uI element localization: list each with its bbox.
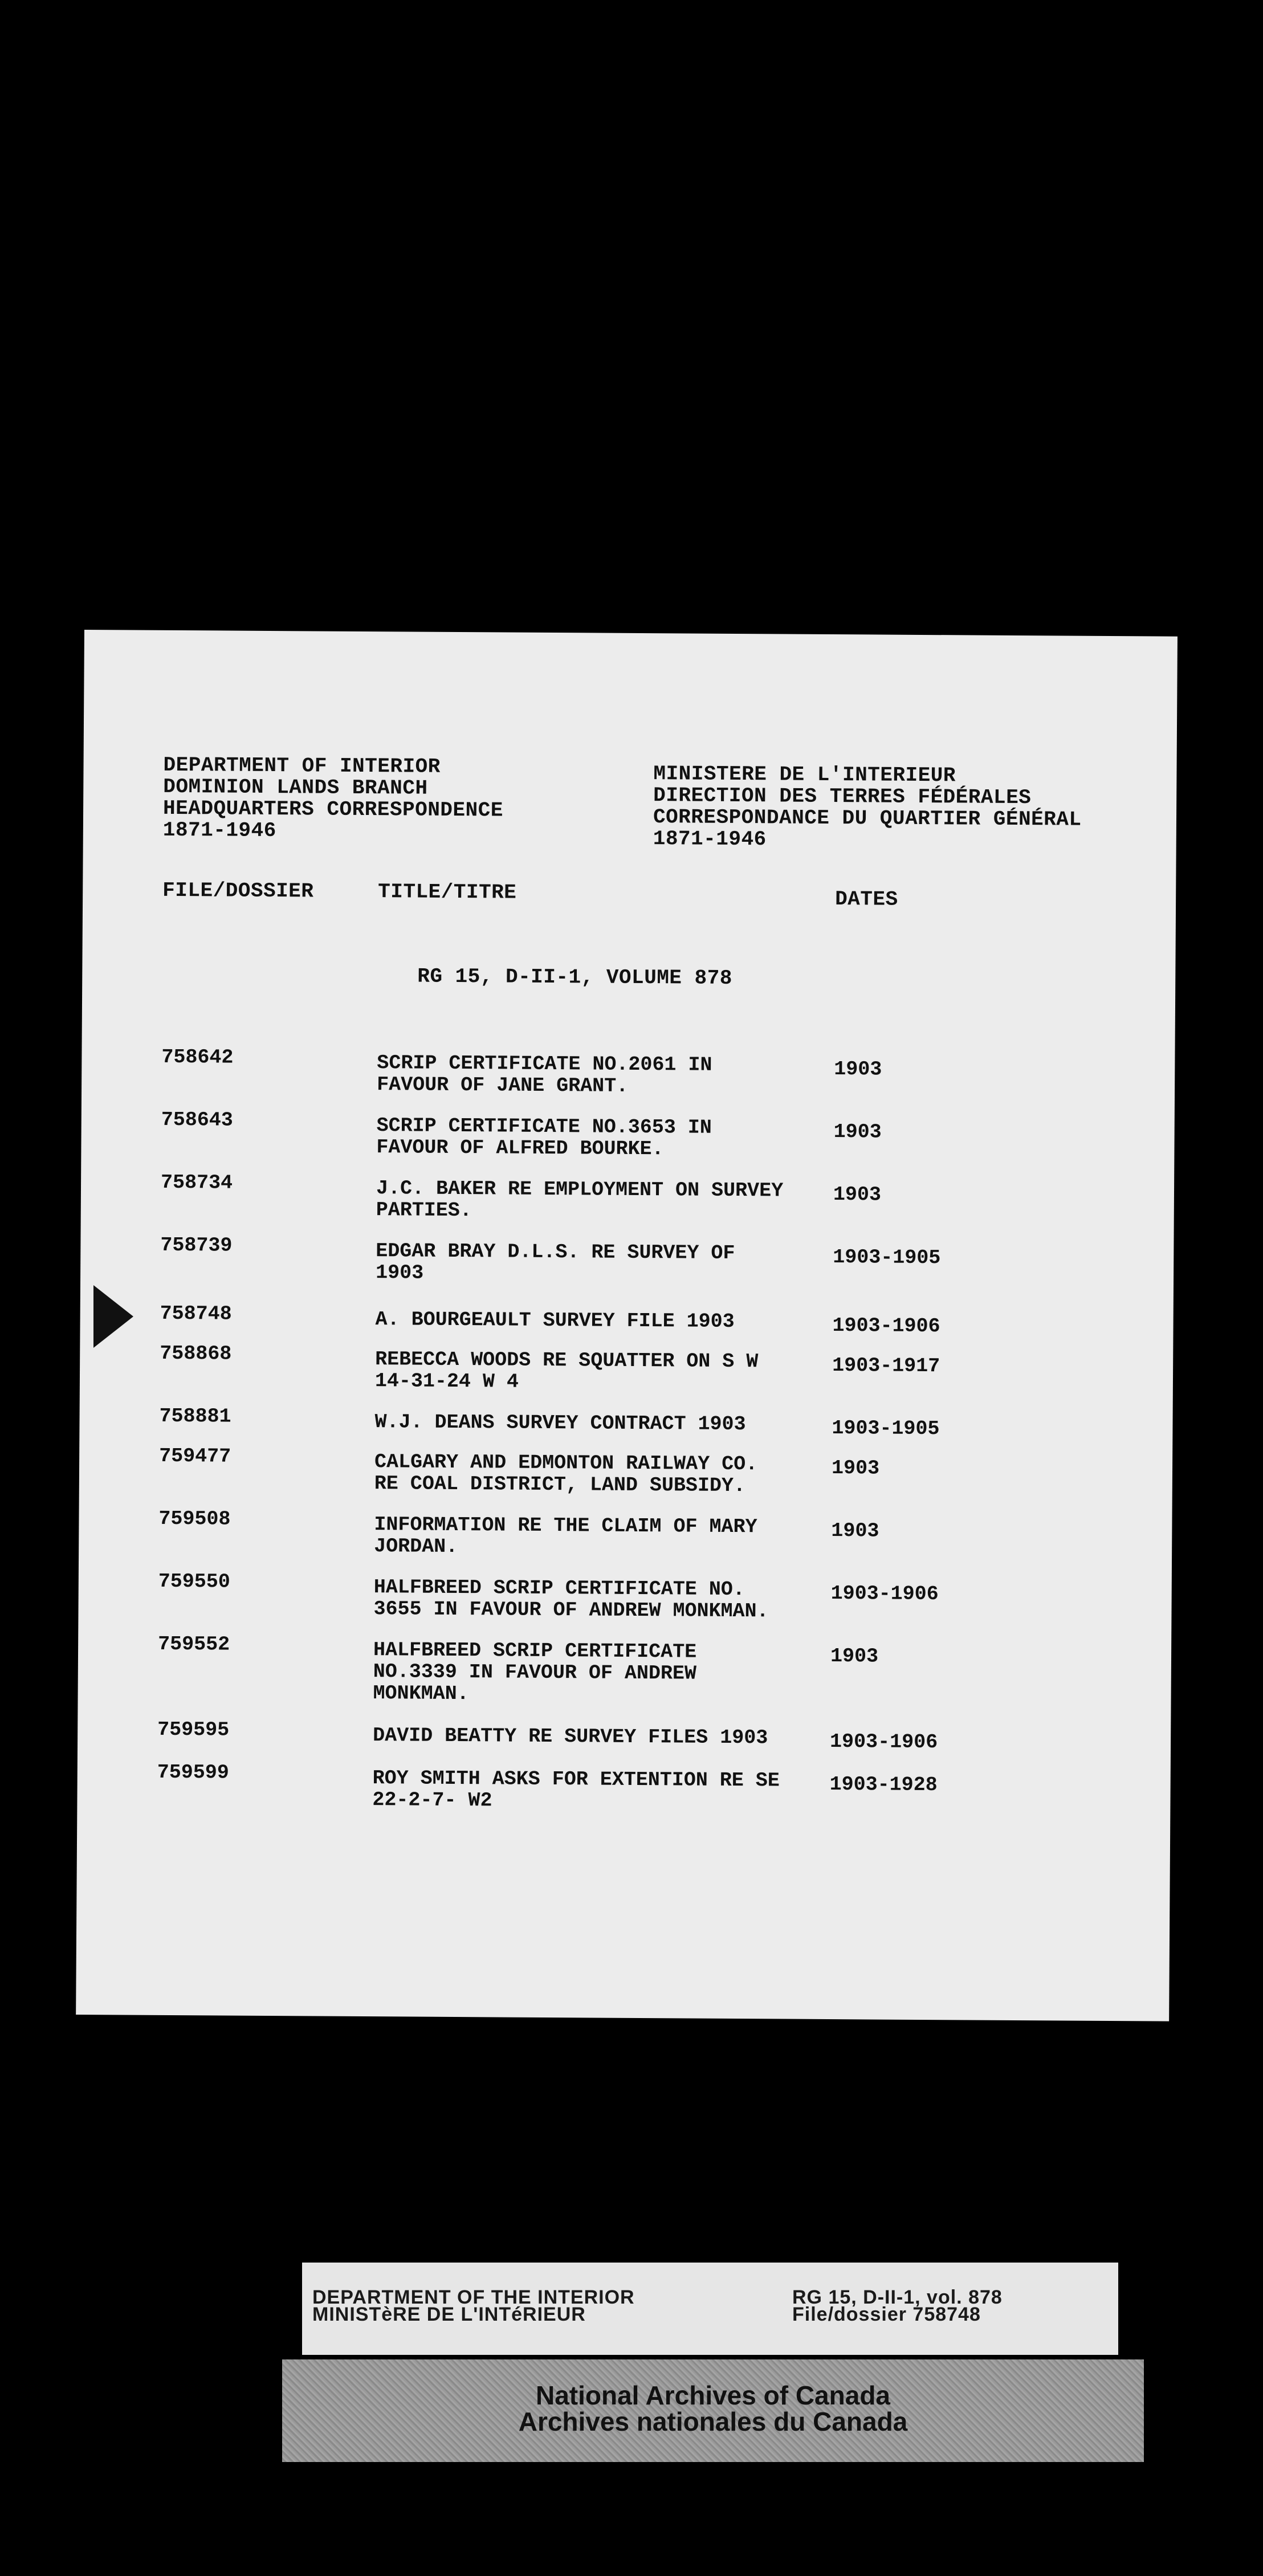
archive-label — [302, 2263, 1118, 2355]
label-dept-fr: MINISTèRE DE L'INTéRIEUR — [312, 2304, 586, 2325]
file-dates: 1903-1906 — [832, 1314, 940, 1338]
header-french — [653, 763, 1082, 853]
label-dept-en: DEPARTMENT OF THE INTERIOR — [312, 2286, 635, 2308]
file-title: EDGAR BRAY D.L.S. RE SURVEY OF 1903 — [375, 1240, 735, 1285]
document-page — [76, 630, 1178, 2021]
header-english — [163, 755, 504, 843]
file-title: HALFBREED SCRIP CERTIFICATE NO. 3655 IN FAVOUR OF ANDREW MONKMAN. — [373, 1576, 769, 1623]
file-title: A. BOURGEAULT SURVEY FILE 1903 — [375, 1308, 735, 1333]
file-number: 758643 — [161, 1108, 233, 1132]
label-volume: RG 15, D-II-1, vol. 878 — [792, 2286, 1003, 2308]
file-title: REBECCA WOODS RE SQUATTER ON S W 14-31-24 W 4 — [374, 1348, 759, 1393]
file-number: 759477 — [159, 1444, 231, 1468]
file-number: 758642 — [161, 1045, 234, 1069]
file-number: 759508 — [158, 1507, 231, 1531]
file-dates: 1903 — [830, 1645, 879, 1668]
file-number: 759599 — [157, 1760, 229, 1784]
file-title: J.C. BAKER RE EMPLOYMENT ON SURVEY PARTIES. — [376, 1177, 784, 1222]
column-header-dates: DATES — [835, 887, 898, 911]
file-title: W.J. DEANS SURVEY CONTRACT 1903 — [374, 1411, 746, 1436]
file-title: ROY SMITH ASKS FOR EXTENTION RE SE 22-2-7- W2 — [372, 1767, 780, 1812]
header-line: MINISTERE DE L'INTERIEUR — [653, 762, 956, 788]
file-number: 758739 — [160, 1233, 233, 1257]
file-number: 758748 — [160, 1302, 232, 1326]
header-line: DIRECTION DES TERRES FÉDÉRALES — [653, 784, 1032, 810]
file-number: 758868 — [160, 1342, 232, 1366]
header-line: DEPARTMENT OF INTERIOR — [163, 753, 441, 778]
file-dates: 1903 — [831, 1519, 879, 1543]
stamp-line-fr: Archives nationales du Canada — [518, 2407, 908, 2436]
file-number: 759595 — [157, 1718, 230, 1742]
file-title: HALFBREED SCRIP CERTIFICATE NO.3339 IN FAVOUR OF ANDREW MONKMAN. — [373, 1638, 697, 1706]
column-header-file: FILE/DOSSIER — [162, 878, 314, 903]
file-dates: 1903-1905 — [832, 1417, 940, 1441]
header-line: HEADQUARTERS CORRESPONDENCE — [162, 796, 503, 822]
file-dates: 1903-1917 — [832, 1354, 940, 1378]
label-file: File/dossier 758748 — [792, 2304, 981, 2325]
file-dates: 1903 — [834, 1058, 882, 1081]
header-line: 1871-1946 — [162, 818, 276, 843]
file-dates: 1903-1906 — [830, 1582, 939, 1606]
file-number: 758881 — [159, 1404, 231, 1428]
file-title: SCRIP CERTIFICATE NO.3653 IN FAVOUR OF ALFRED BOURKE. — [376, 1114, 712, 1161]
file-dates: 1903-1905 — [833, 1246, 941, 1270]
file-number: 759550 — [158, 1570, 230, 1593]
column-header-title: TITLE/TITRE — [378, 880, 517, 904]
file-number: 758734 — [160, 1171, 233, 1195]
header-line: DOMINION LANDS BRANCH — [163, 775, 428, 800]
stamp-line-en: National Archives of Canada — [535, 2381, 890, 2410]
file-number: 759552 — [158, 1632, 230, 1656]
header-line: CORRESPONDANCE DU QUARTIER GÉNÉRAL — [653, 805, 1082, 832]
pointer-arrow-icon — [93, 1285, 133, 1348]
file-title: DAVID BEATTY RE SURVEY FILES 1903 — [373, 1724, 768, 1750]
file-title: INFORMATION RE THE CLAIM OF MARY JORDAN. — [374, 1513, 757, 1559]
volume-reference: RG 15, D-II-1, VOLUME 878 — [417, 964, 733, 990]
file-dates: 1903-1906 — [829, 1730, 938, 1754]
file-dates: 1903 — [831, 1457, 880, 1480]
file-title: CALGARY AND EDMONTON RAILWAY CO. RE COAL DISTRICT, LAND SUBSIDY. — [374, 1450, 758, 1498]
header-line: 1871-1946 — [653, 827, 767, 851]
file-title: SCRIP CERTIFICATE NO.2061 IN FAVOUR OF JANE GRANT. — [377, 1051, 712, 1098]
file-dates: 1903 — [833, 1120, 882, 1144]
archives-stamp — [282, 2359, 1144, 2462]
file-dates: 1903 — [833, 1183, 882, 1207]
file-dates: 1903-1928 — [829, 1773, 938, 1797]
